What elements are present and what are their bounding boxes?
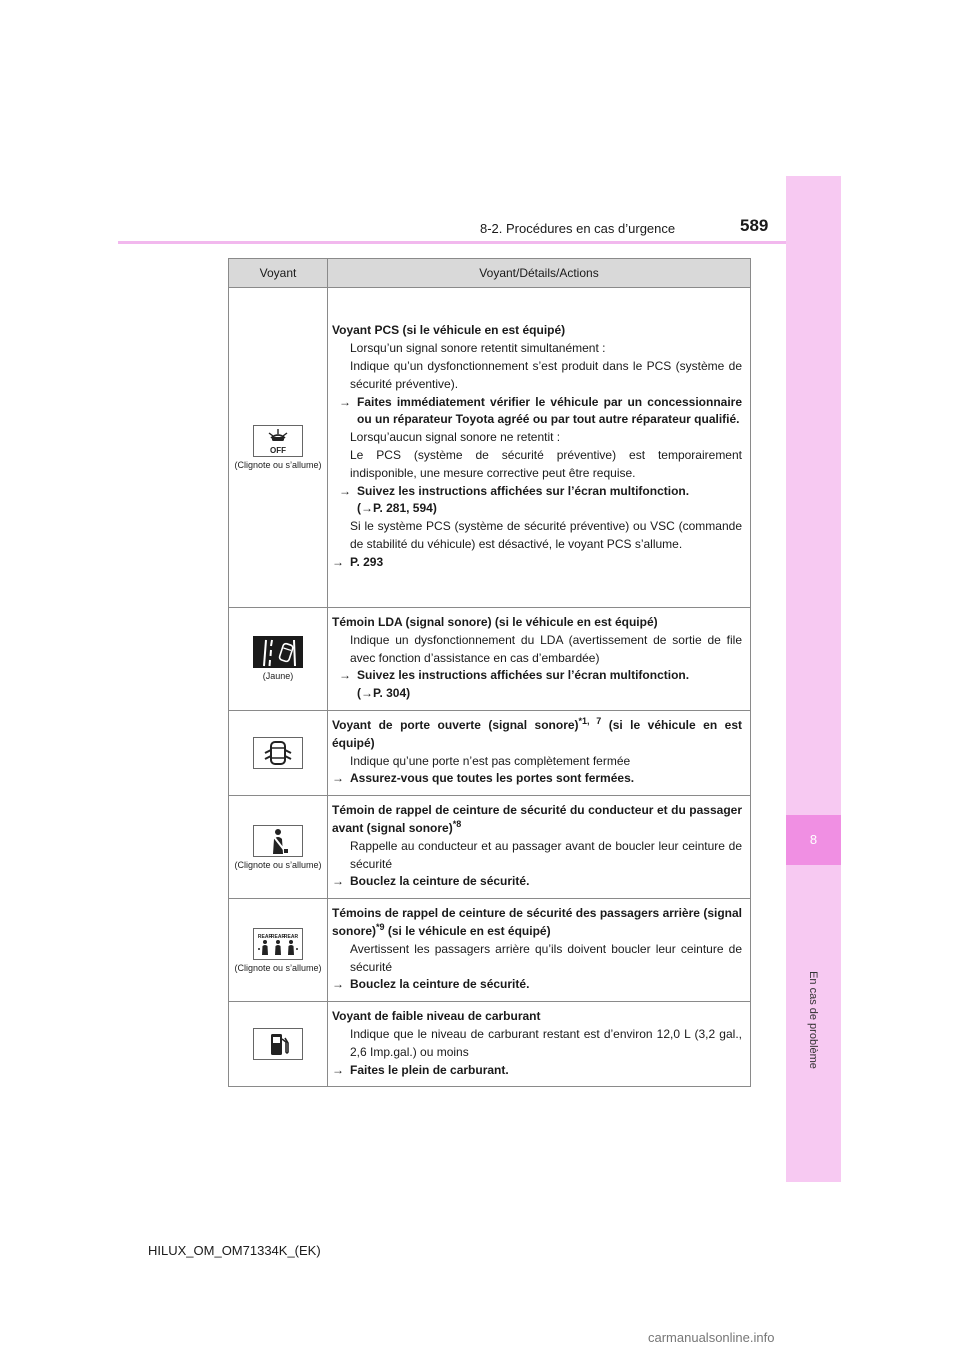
header-rule	[118, 241, 840, 244]
table-row	[229, 608, 751, 711]
action-text: → Bouclez la ceinture de sécurité.	[332, 976, 742, 994]
arrow-icon: →	[332, 771, 344, 786]
table-row	[229, 1002, 751, 1087]
svg-text:REAR: REAR	[257, 933, 273, 940]
arrow-icon: →	[332, 1062, 344, 1077]
footnote-ref: *8	[452, 818, 462, 829]
details-cell	[328, 899, 751, 1002]
page-reference: (→P. 281, 594)	[357, 501, 437, 516]
section-title: 8-2. Procédures en cas d’urgence	[480, 221, 676, 236]
chapter-number: 8	[786, 815, 841, 865]
arrow-icon: →	[339, 394, 351, 409]
arrow-icon: →	[339, 668, 351, 683]
icon-caption: (Clignote ou s’allume)	[234, 962, 322, 973]
row-title: Témoins de rappel de ceinture de sécurité des passagers arrière (signal sonore)$^{*9}$ (si le véhicule en est équipé)	[332, 906, 742, 938]
icon-caption: (Clignote ou s’allume)	[234, 859, 322, 870]
details-cell	[328, 710, 751, 795]
arrow-icon: →	[332, 554, 344, 569]
watermark: carmanualsonline.info	[648, 1330, 775, 1345]
action-text: → Suivez les instructions affichées sur l’écran multifonction.	[332, 667, 742, 685]
chapter-label: En cas de problème	[807, 971, 819, 1069]
row-title: Témoin de rappel de ceinture de sécurité du conducteur et du passager avant (signal sonore)$^{*8}$	[332, 803, 742, 835]
row-title: Voyant de faible niveau de carburant	[332, 1009, 541, 1024]
action-text: → Assurez-vous que toutes les portes sont fermées.	[332, 770, 742, 788]
detail-text: Si le système PCS (système de sécurité préventive) ou VSC (commande de stabilité du véhicule) est désactivé, le voyant PCS s’allume.	[350, 519, 742, 551]
page-number: 589	[740, 216, 769, 235]
detail-text: Lorsqu’aucun signal sonore ne retentit :	[350, 430, 561, 445]
seatbelt-icon	[253, 825, 303, 857]
detail-text: Lorsqu’un signal sonore retentit simultanément :	[350, 341, 606, 356]
arrow-icon: →	[332, 874, 344, 889]
detail-text: Indique qu’un dysfonctionnement s’est produit dans le PCS (système de sécurité préventive).	[350, 359, 742, 391]
details-cell	[328, 608, 751, 711]
detail-text: Indique un dysfonctionnement du LDA (avertissement de sortie de file avec fonction d’assistance en cas d’embardée)	[350, 632, 742, 665]
document-id: HILUX_OM_OM71334K_(EK)	[148, 1243, 321, 1258]
details-cell	[328, 1002, 751, 1087]
svg-text:REAR: REAR	[270, 933, 286, 940]
row-title: Témoin LDA (signal sonore) (si le véhicule en est équipé)	[332, 615, 658, 629]
svg-text:OFF: OFF	[270, 446, 286, 455]
footnote-ref: *9	[376, 921, 385, 932]
row-title: Voyant de porte ouverte (signal sonore)$^{*1, 7}$ (si le véhicule en est équipé)	[332, 715, 742, 750]
icon-cell	[229, 899, 328, 1002]
table-row	[229, 710, 751, 795]
fuel-icon	[253, 1028, 303, 1060]
svg-text:REAR: REAR	[283, 933, 299, 940]
icon-cell	[229, 288, 328, 608]
detail-text: Le PCS (système de sécurité préventive) est temporairement indisponible, une mesure corrective peut être requise.	[350, 448, 742, 480]
action-text: → Suivez les instructions affichées sur l’écran multifonction.	[332, 483, 742, 501]
row-title: Voyant PCS (si le véhicule en est équipé)	[332, 323, 566, 338]
pcs-off-icon	[253, 425, 303, 457]
details-cell	[328, 288, 751, 608]
table-row	[229, 796, 751, 899]
icon-cell	[229, 710, 328, 795]
door-open-icon	[253, 737, 303, 769]
arrow-icon: →	[339, 483, 351, 498]
detail-text: Indique que le niveau de carburant restant est d’environ 12,0 L (3,2 gal., 2,6 Imp.gal.) ou moins	[350, 1026, 742, 1059]
icon-cell	[229, 608, 328, 711]
table-row	[229, 899, 751, 1002]
rear-seatbelt-icon	[253, 928, 303, 960]
action-text: → P. 293	[332, 554, 742, 572]
details-cell	[328, 796, 751, 899]
page-reference: (→P. 304)	[357, 686, 411, 701]
action-text: → Faites immédiatement vérifier le véhicule par un concessionnaire ou un réparateur Toyota agréé ou par tout autre réparateur qualifié.	[339, 394, 742, 427]
column-header-details: Voyant/Détails/Actions	[328, 259, 751, 288]
table-row	[229, 288, 751, 608]
icon-cell	[229, 796, 328, 899]
lda-icon	[253, 636, 303, 668]
arrow-icon: →	[332, 977, 344, 992]
icon-caption: (Jaune)	[262, 671, 294, 682]
footnote-ref: *1, 7	[578, 715, 602, 726]
action-text: → Bouclez la ceinture de sécurité.	[332, 873, 742, 891]
icon-cell	[229, 1002, 328, 1087]
detail-text: Indique qu’une porte n’est pas complètement fermée	[350, 753, 631, 768]
detail-text: Avertissent les passagers arrière qu’ils doivent boucler leur ceinture de sécurité	[350, 941, 742, 974]
action-text: → Faites le plein de carburant.	[332, 1062, 742, 1080]
icon-caption: (Clignote ou s’allume)	[234, 460, 322, 470]
column-header-voyant: Voyant	[229, 259, 328, 288]
detail-text: Rappelle au conducteur et au passager avant de boucler leur ceinture de sécurité	[350, 838, 742, 871]
warning-lights-table	[228, 258, 751, 1087]
table-header-row	[229, 259, 751, 288]
